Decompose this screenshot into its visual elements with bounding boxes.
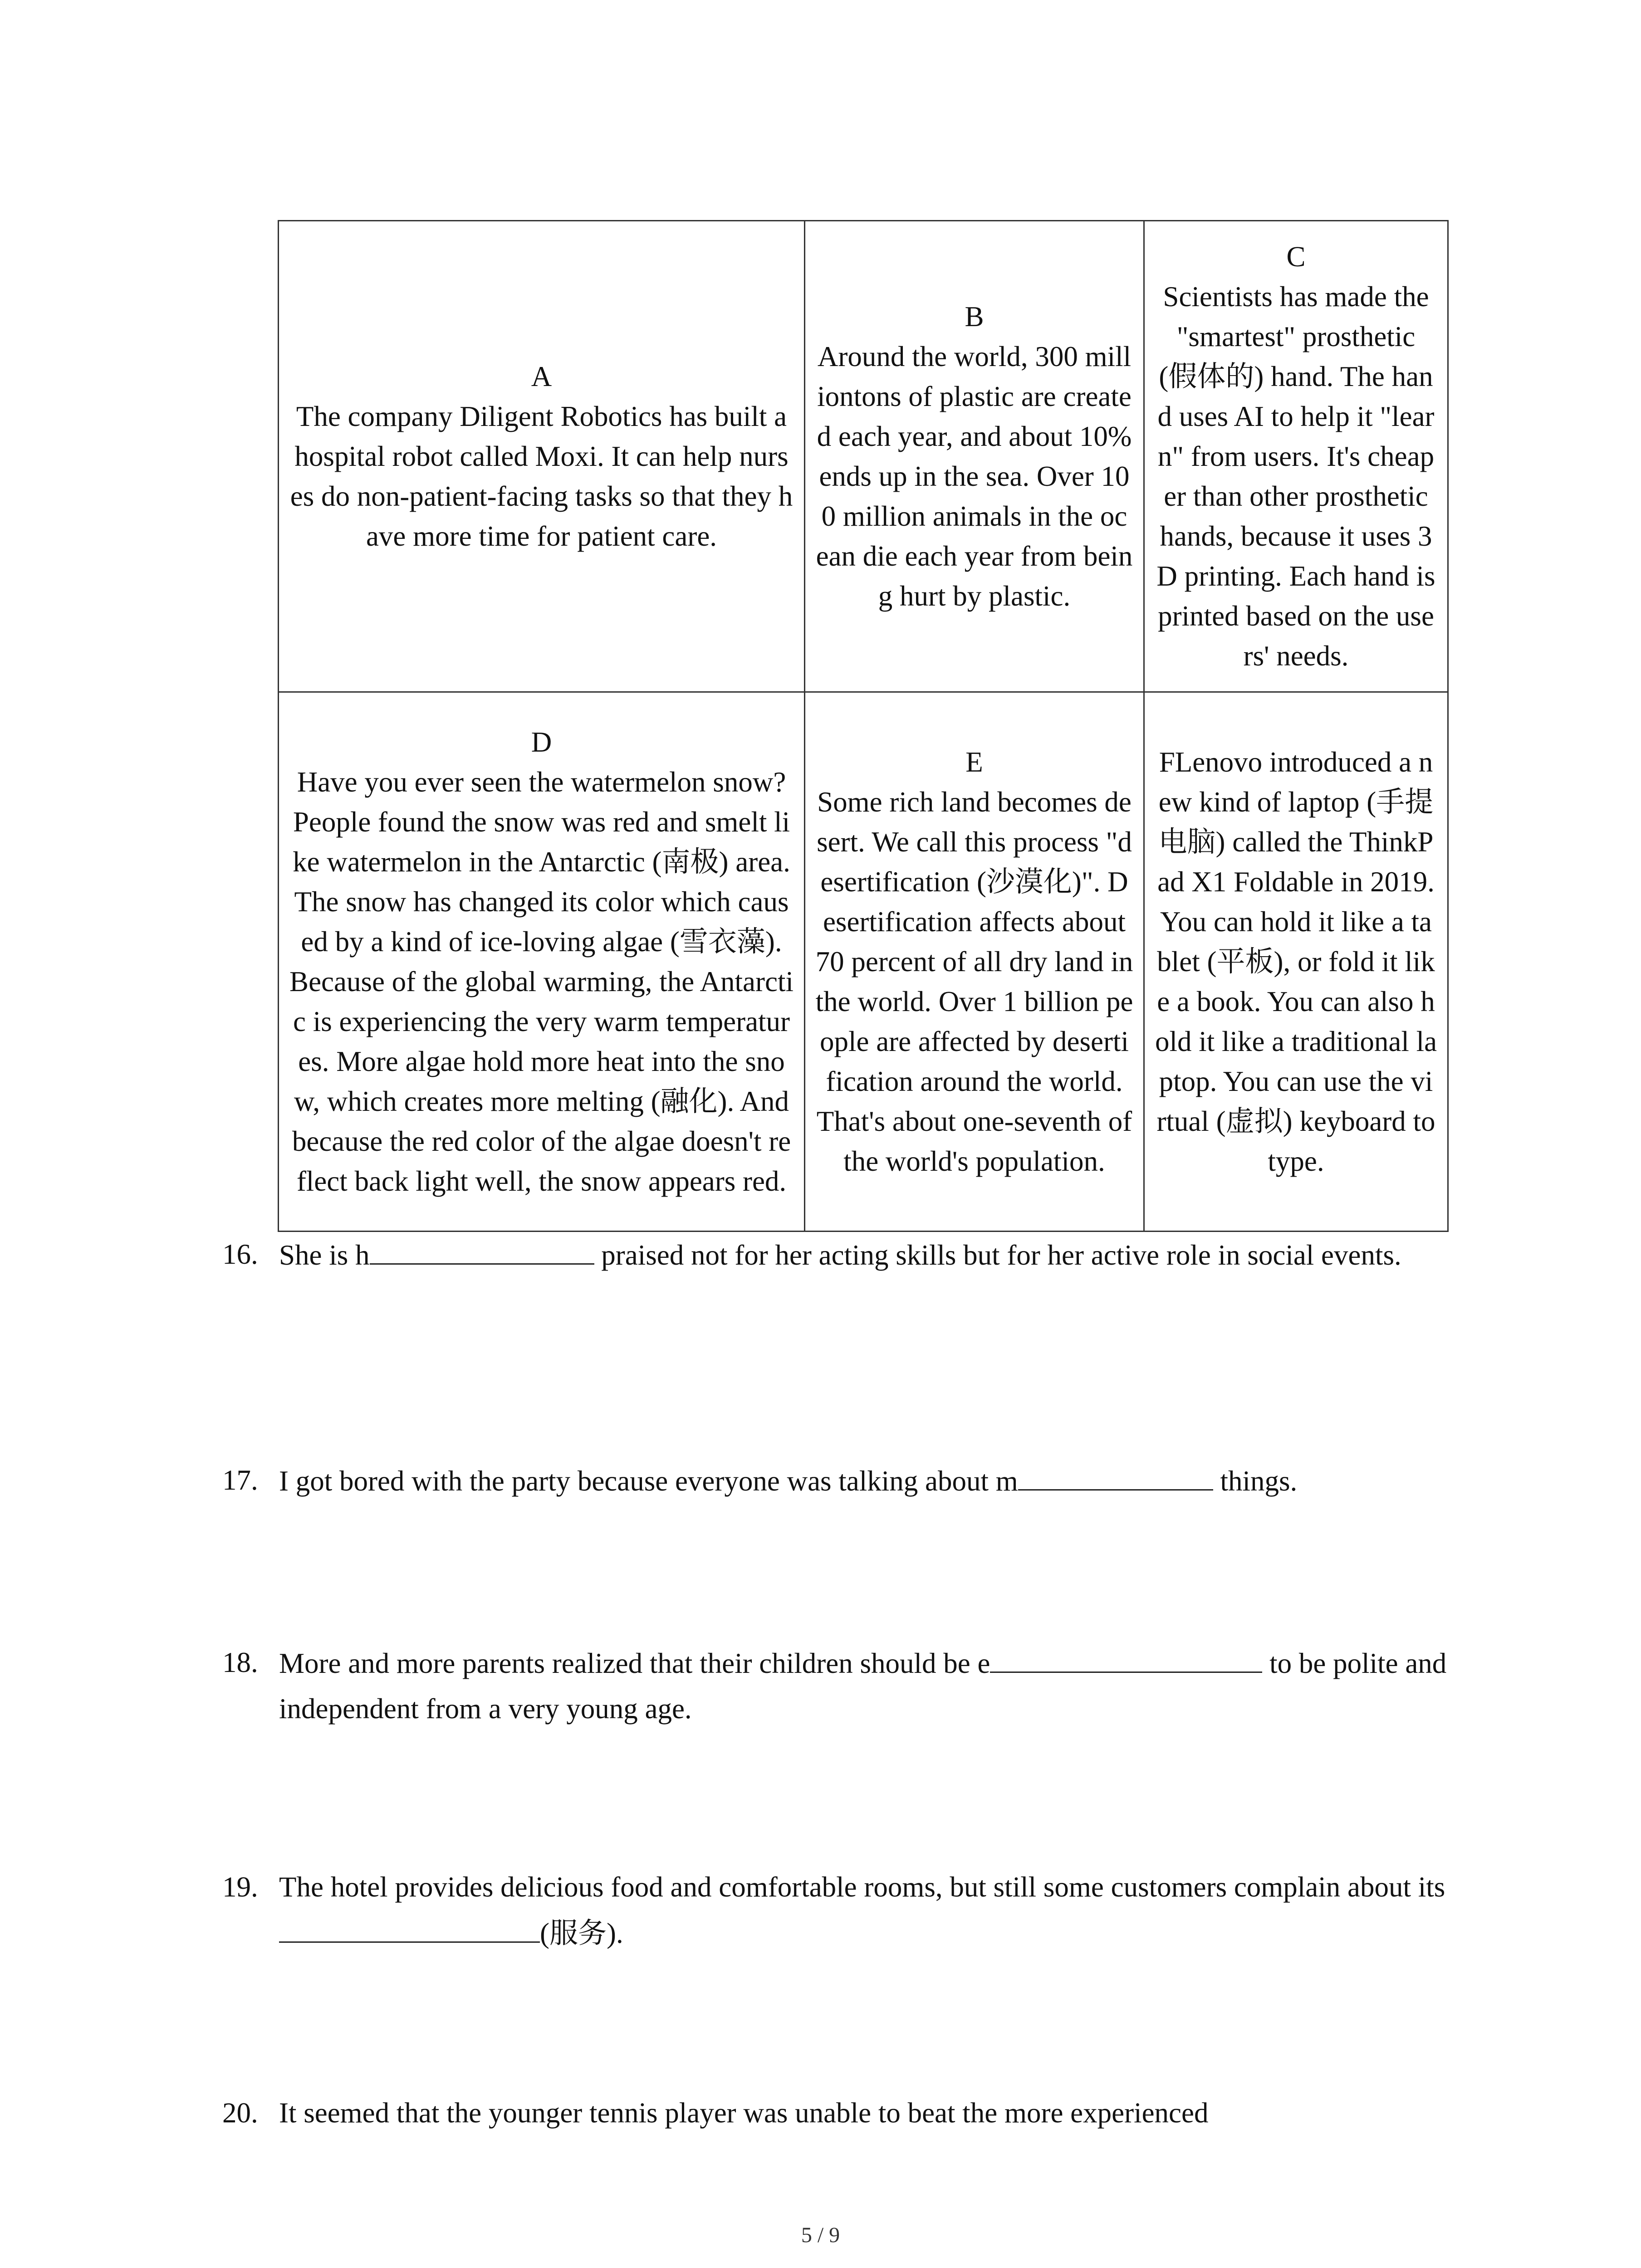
passage-cell-b <box>805 221 1144 692</box>
answer-blank[interactable] <box>279 1910 540 1943</box>
answer-blank[interactable] <box>990 1640 1262 1673</box>
page-number: 5 / 9 <box>801 2223 840 2247</box>
question-16 <box>222 1232 1447 1278</box>
question-stem: She is h <box>279 1239 370 1271</box>
question-17 <box>222 1457 1447 1504</box>
passage-table <box>278 220 1449 1232</box>
answer-blank[interactable] <box>370 1232 594 1265</box>
question-continuation: (服务). <box>540 1917 623 1949</box>
question-stem: It seemed that the younger tennis player was unable to beat the more experienced <box>279 2097 1209 2129</box>
answer-blank[interactable] <box>1018 1457 1213 1491</box>
question-text <box>279 1640 1447 1731</box>
question-stem: The hotel provides delicious food and comfortable rooms, but still some customers complain about its <box>279 1871 1445 1903</box>
passage-row <box>279 221 1448 692</box>
question-number: 17. <box>222 1464 258 1496</box>
question-text <box>279 2090 1447 2136</box>
passage-cell-d <box>279 692 805 1232</box>
question-text <box>279 1457 1447 1504</box>
question-number: 16. <box>222 1238 258 1270</box>
passage-row <box>279 692 1448 1232</box>
question-text <box>279 1864 1447 1956</box>
passage-body: Lenovo introduced a new kind of laptop (手提电脑) called the ThinkPad X1 Foldable in 2019. You can hold it like a tablet (平板), or fold it like a book. You can also hold it like a traditional laptop. You can use the virtual (虚拟) keyboard to type. <box>1155 746 1437 1177</box>
passage-text: Some rich land becomes desert. We call this process "desertification (沙漠化)". Desertification affects about 70 percent of all dry land in the world. Over 1 billion people are affected by desertification around the world. That's about one-seventh of the world's population. <box>815 786 1133 1177</box>
passage-letter: B <box>965 301 984 332</box>
passage-letter: E <box>965 746 983 778</box>
passage-cell-f <box>1144 692 1448 1232</box>
passage-cell-a <box>279 221 805 692</box>
question-18 <box>222 1640 1447 1731</box>
passage-text: The company Diligent Robotics has built a hospital robot called Moxi. It can help nurses do non-patient-facing tasks so that they have more time for patient care. <box>290 401 793 552</box>
question-stem: I got bored with the party because everyone was talking about m <box>279 1465 1018 1497</box>
passage-text <box>1155 742 1437 1181</box>
passage-text: Have you ever seen the watermelon snow? People found the snow was red and smelt like watermelon in the Antarctic (南极) area. The snow has changed its color which caused by a kind of ice-loving algae (雪衣藻). Because of the global warming, the Antarctic is experiencing the very warm temperatures. More algae hold more heat into the snow, which creates more melting (融化). And because the red color of the algae doesn't reflect back light well, the snow appears red. <box>289 766 794 1197</box>
question-stem: More and more parents realized that their children should be e <box>279 1647 990 1679</box>
passage-cell-e <box>805 692 1144 1232</box>
passage-letter: F <box>1159 746 1175 778</box>
question-text <box>279 1232 1447 1278</box>
passage-letter: A <box>531 361 552 392</box>
question-number: 19. <box>222 1871 258 1903</box>
question-19 <box>222 1864 1447 1956</box>
question-number: 18. <box>222 1647 258 1678</box>
question-continuation: praised not for her acting skills but for her active role in social events. <box>594 1239 1401 1271</box>
passage-cell-c <box>1144 221 1448 692</box>
question-continuation: things. <box>1213 1465 1298 1497</box>
passage-letter: D <box>531 726 552 758</box>
passage-text: Scientists has made the "smartest" prosthetic (假体的) hand. The hand uses AI to help it "learn" from users. It's cheaper than other prosthetic hands, because it uses 3 D printing. Each hand is printed based on the users' needs. <box>1156 281 1435 672</box>
question-continuation: to be polite and independent from a very young age. <box>279 1647 1447 1725</box>
passage-letter: C <box>1286 241 1306 273</box>
question-20 <box>222 2090 1447 2136</box>
question-number: 20. <box>222 2097 258 2129</box>
passage-text: Around the world, 300 milliontons of plastic are created each year, and about 10% ends up in the sea. Over 100 million animals in the ocean die each year from being hurt by plastic. <box>816 341 1133 612</box>
